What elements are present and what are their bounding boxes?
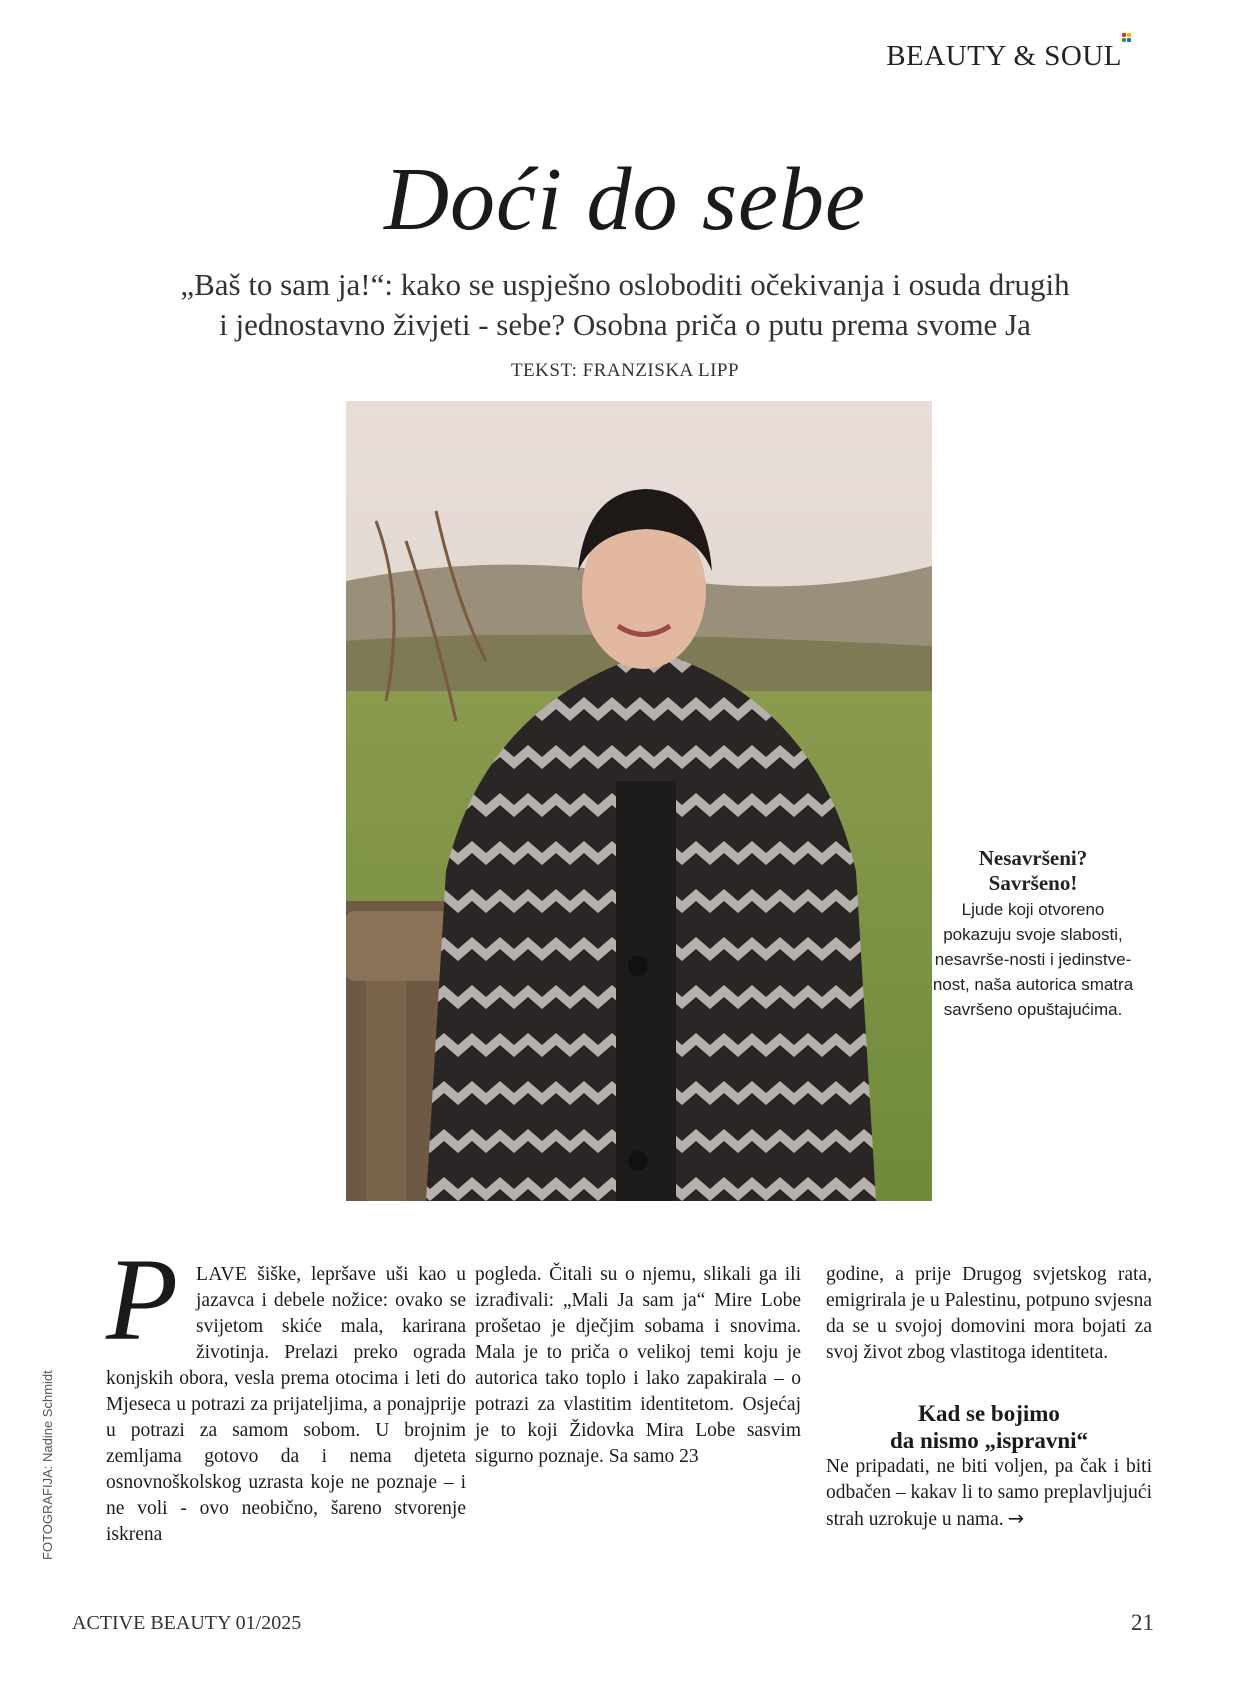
portrait-photo — [346, 401, 932, 1201]
footer-magazine: ACTIVE BEAUTY 01/2025 — [72, 1612, 302, 1634]
subhead-line-2: da nismo „ispravni“ — [889, 1428, 1089, 1453]
author-byline: TEKST: FRANZISKA LIPP — [510, 360, 740, 381]
body-text-col2: pogleda. Čitali su o njemu, slikali ga ili izrađivali: „Mali Ja sam ja“ Mire Lobe prošetao je dječjim sobama i snovima. Mala je to priča o velikoj temi koju je autorica tako toplo i lako zapakirala – o potrazi za vlastitim identitetom. Osjećaj je to koji Židovka Mira Lobe sasvim sigurno poznaje. Sa samo 23 — [475, 1264, 801, 1467]
caption-heading-line-2: Savršeno! — [988, 871, 1078, 895]
brand-logo-icon — [1122, 33, 1132, 43]
caption-body: Ljude koji otvoreno pokazuju svoje slabosti, nesavrše-nosti i jedinstve-nost, naša autorica smatra savršeno opuštajućima. — [932, 900, 1134, 1019]
dropcap: P — [106, 1234, 179, 1365]
logo-dot-green — [1122, 38, 1126, 42]
body-column-1 — [106, 1234, 466, 1548]
logo-dot-blue — [1127, 38, 1131, 42]
page-number: 21 — [1131, 1610, 1154, 1635]
section-label: BEAUTY & SOUL — [886, 40, 1122, 72]
subtitle-line-1: „Baš to sam ja!“: kako se uspješno osloboditi očekivanja i osuda drugih — [180, 267, 1070, 302]
article-title: Doći do sebe — [384, 150, 866, 249]
body-text-col3: godine, a prije Drugog svjetskog rata, emigrirala je u Palestinu, potpuno svjesna da se u svojoj domovini mora bojati za svoj život zbog vlastitoga identiteta. — [826, 1264, 1153, 1363]
article-subtitle — [150, 265, 1100, 345]
body-paragraph-1 — [106, 1234, 466, 1548]
continue-arrow-icon: → — [1007, 1507, 1024, 1530]
subhead-line-1: Kad se bojimo — [918, 1401, 1060, 1426]
logo-dot-red — [1122, 33, 1126, 37]
body-text-col3-b-text: Ne pripadati, ne biti voljen, pa čak i biti odbačen – kakav li to samo preplavljujući strah uzrokuje u nama. — [826, 1456, 1152, 1530]
body-text-col3-b — [826, 1454, 1152, 1533]
lead-word: LAVE — [196, 1264, 248, 1285]
photo-caption — [928, 846, 1138, 1022]
caption-heading-line-1: Nesavršeni? — [978, 846, 1088, 870]
section-subhead — [826, 1400, 1152, 1454]
subtitle-line-2: i jednostavno živjeti - sebe? Osobna priča o putu prema svome Ja — [219, 307, 1031, 342]
photo-credit: FOTOGRAFIJA: Nadine Schmidt — [40, 1370, 55, 1560]
caption-heading — [928, 846, 1138, 896]
logo-dot-yellow — [1127, 33, 1131, 37]
body-column-3 — [826, 1262, 1152, 1533]
body-text-col1: šiške, lepršave uši kao u jazavca i debele nožice: ovako se svijetom skiće mala, karirana životinja. Prelazi preko ograda konjskih obora, vesla prema otocima i leti do Mjeseca u potrazi za prijateljima, a ponajprije u potrazi za samom sobom. U brojnim zemljama gotovo da i nema djeteta osnovnoškolskog uzrasta koje ne poznaje – i ne voli - ovo neobično, šareno stvorenje iskrena — [106, 1264, 466, 1545]
body-column-2 — [475, 1262, 801, 1470]
